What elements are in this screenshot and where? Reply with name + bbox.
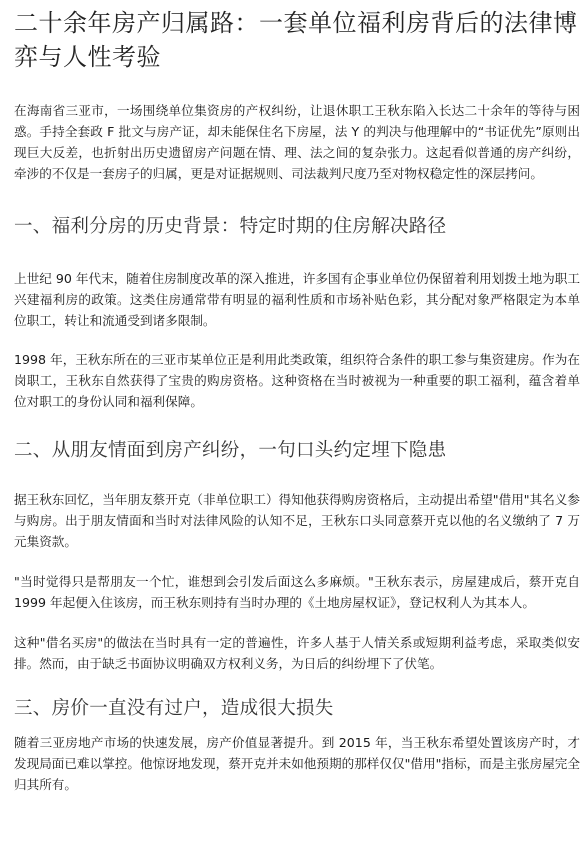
section-heading-1: 一、福利分房的历史背景：特定时期的住房解决路径 — [14, 216, 447, 237]
section-1-paragraph-1: 上世纪 90 年代末，随着住房制度改革的深入推进，许多国有企事业单位仍保留着利用划拨土地为职工兴建福利房的政策。这类住房通常带有明显的福利性质和市场补贴色彩，其分配对象严格限定为本单位职工，转让和流通受到诸多限制。 — [14, 271, 580, 328]
section-2-paragraph-1: 据王秋东回忆，当年朋友蔡开克（非单位职工）得知他获得购房资格后，主动提出希望"借用"其名义参与购房。出于朋友情面和当时对法律风险的认知不足，王秋东口头同意蔡开克以他的名义缴纳了 7 万元集资款。 — [14, 492, 580, 549]
section-2-paragraph-3: 这种"借名买房"的做法在当时具有一定的普遍性，许多人基于人情关系或短期利益考虑，采取类似安排。然而，由于缺乏书面协议明确双方权利义务，为日后的纠纷埋下了伏笔。 — [14, 635, 580, 671]
intro-paragraph: 在海南省三亚市，一场围绕单位集资房的产权纠纷，让退休职工王秋东陷入长达二十余年的等待与困惑。手持全套政 F 批文与房产证，却未能保住名下房屋，法 Y 的判决与他理解中的“书证优先”原则出现巨大反差，也折射出历史遗留房产问题在情、理、法之间的复杂张力。这起看似普通的房产纠纷，牵涉的不仅是一套房子的归属，更是对证据规则、司法裁判尺度乃至对物权稳定性的深层拷问。 — [14, 103, 580, 181]
section-heading-2: 二、从朋友情面到房产纠纷，一句口头约定埋下隐患 — [14, 440, 447, 461]
section-heading-3: 三、房价一直没有过户，造成很大损失 — [14, 698, 334, 719]
section-1-paragraph-2: 1998 年，王秋东所在的三亚市某单位正是利用此类政策，组织符合条件的职工参与集资建房。作为在岗职工，王秋东自然获得了宝贵的购房资格。这种资格在当时被视为一种重要的职工福利，蕴含着单位对职工的身份认同和福利保障。 — [14, 352, 580, 409]
section-3-paragraph-1: 随着三亚房地产市场的快速发展，房产价值显著提升。到 2015 年，当王秋东希望处置该房产时，才发现局面已难以掌控。他惊讶地发现，蔡开克并未如他预期的那样仅仅"借用"指标，而是主张房屋完全归其所有。 — [14, 735, 580, 792]
section-2-paragraph-2: "当时觉得只是帮朋友一个忙，谁想到会引发后面这么多麻烦。"王秋东表示，房屋建成后，蔡开克自 1999 年起便入住该房，而王秋东则持有当时办理的《土地房屋权证》，登记权利人为其本人。 — [14, 574, 580, 610]
article-title: 二十余年房产归属路：一套单位福利房背后的法律博弈与人性考验 — [14, 9, 578, 71]
